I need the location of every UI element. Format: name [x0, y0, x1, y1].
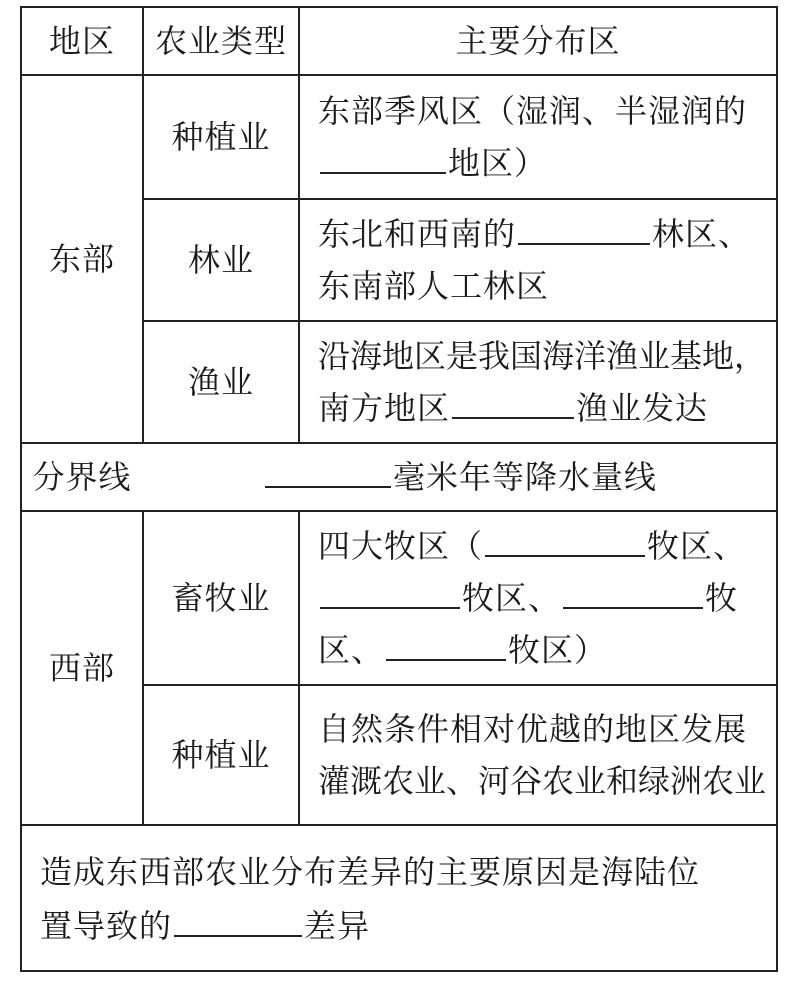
boundary-value-cell: [144, 444, 776, 510]
footer-note: [40, 826, 770, 972]
dist-west-husbandry: [318, 512, 774, 684]
type-west-husbandry-label: 畜牧业: [171, 579, 271, 617]
dist-text: 沿海地区是我国海洋渔业基地，: [318, 337, 767, 375]
dist-text: 牧区、: [647, 527, 747, 565]
dist-east-planting: [318, 76, 770, 198]
dist-text: 牧区、: [462, 579, 562, 617]
dist-text: 东南部人工林区: [318, 267, 550, 305]
dist-text: 东部季风区（湿润、半湿润的: [318, 92, 748, 130]
type-east-planting-label: 种植业: [171, 118, 271, 156]
dist-text: 牧: [705, 579, 739, 617]
boundary-label: 分界线: [32, 458, 132, 496]
dist-text: 区、: [318, 631, 385, 669]
dist-text: 林区、: [652, 215, 752, 253]
header-type-label: 农业类型: [154, 22, 287, 60]
dist-text: 四大牧区（: [318, 527, 484, 565]
answer-blank[interactable]: [485, 525, 645, 557]
column-divider: [298, 510, 300, 824]
type-east-forestry-label: 林业: [187, 241, 254, 279]
answer-blank[interactable]: [174, 905, 302, 937]
region-east: [22, 76, 142, 442]
dist-text: 自然条件相对优越的地区发展: [318, 710, 748, 748]
dist-text: 南方地区: [318, 389, 451, 427]
type-east-forestry: [144, 200, 298, 320]
answer-blank[interactable]: [320, 577, 460, 609]
footer-text: 置导致的: [40, 907, 173, 945]
answer-blank[interactable]: [518, 213, 650, 245]
answer-blank[interactable]: [452, 387, 574, 419]
dist-text: 东北和西南的: [318, 215, 517, 253]
header-region-label: 地区: [48, 22, 115, 60]
type-east-planting: [144, 76, 298, 198]
agriculture-table: [20, 6, 778, 972]
boundary-text: 毫米年等降水量线: [392, 458, 657, 496]
region-east-label: 东部: [48, 240, 115, 278]
dist-east-fishery: [318, 322, 774, 442]
dist-west-planting: [318, 686, 774, 824]
dist-text: 地区）: [448, 144, 548, 182]
region-west: [22, 512, 142, 824]
dist-text: 灌溉农业、河谷农业和绿洲农业: [318, 762, 767, 800]
dist-east-forestry: [318, 200, 770, 320]
answer-blank[interactable]: [265, 456, 391, 488]
answer-blank[interactable]: [320, 142, 446, 174]
type-east-fishery-label: 渔业: [187, 363, 254, 401]
boundary-label-cell: [22, 444, 142, 510]
type-east-fishery: [144, 322, 298, 442]
header-type: [144, 8, 298, 74]
type-west-planting: [144, 686, 298, 824]
dist-text: 牧区）: [508, 631, 608, 669]
type-west-husbandry: [144, 512, 298, 684]
region-west-label: 西部: [48, 649, 115, 687]
answer-blank[interactable]: [386, 629, 506, 661]
type-west-planting-label: 种植业: [171, 736, 271, 774]
footer-text: 差异: [304, 907, 371, 945]
header-distribution-label: 主要分布区: [455, 22, 621, 60]
dist-text: 渔业发达: [576, 389, 709, 427]
header-distribution: [300, 8, 776, 74]
footer-text: 造成东西部农业分布差异的主要原因是海陆位: [40, 853, 701, 891]
answer-blank[interactable]: [563, 577, 703, 609]
header-region: [22, 8, 142, 74]
